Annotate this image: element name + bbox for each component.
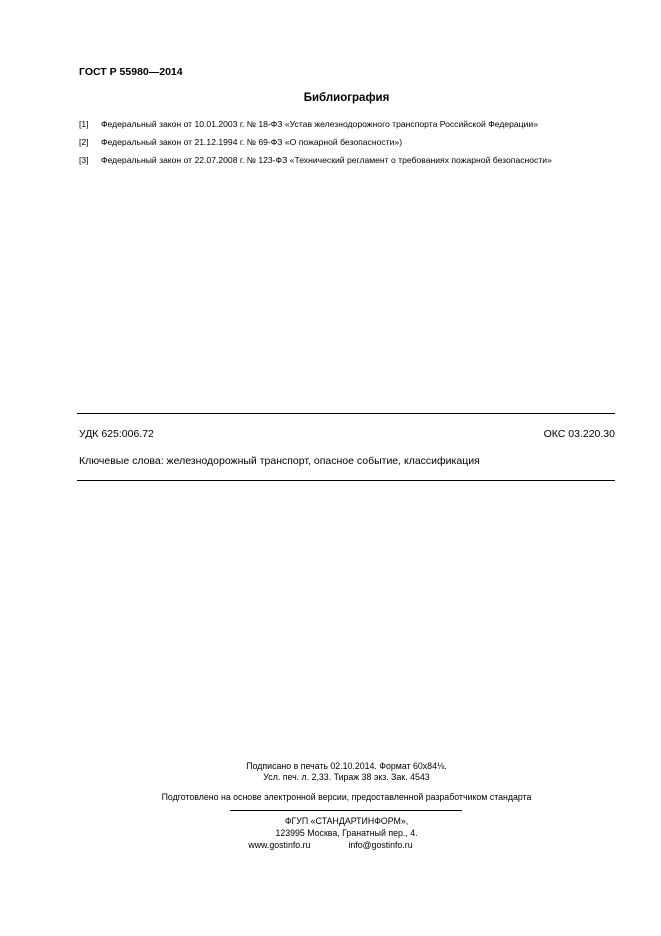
bibliography-item-number: [2] bbox=[79, 137, 89, 147]
bibliography-item bbox=[79, 119, 619, 130]
divider-top bbox=[77, 413, 615, 414]
imprint-divider bbox=[230, 810, 462, 811]
bibliography-title: Библиография bbox=[303, 92, 390, 104]
publisher-name: ФГУП «СТАНДАРТИНФОРМ», bbox=[284, 816, 409, 826]
imprint-prepared: Подготовлено на основе электронной версии, предоставленной разработчиком стандарта bbox=[161, 792, 532, 802]
document-code: ГОСТ Р 55980—2014 bbox=[79, 66, 183, 78]
divider-bottom bbox=[77, 480, 615, 481]
bibliography-item bbox=[79, 137, 619, 148]
imprint-signed: Подписано в печать 02.10.2014. Формат 60x84⅛. bbox=[246, 761, 447, 771]
udk-code: УДК 625:006.72 bbox=[79, 428, 154, 440]
bibliography-item-text: Федеральный закон от 10.01.2003 г. № 18-ФЗ «Устав железнодорожного транспорта Российской Федерации» bbox=[101, 119, 538, 129]
bibliography-item-number: [1] bbox=[79, 119, 89, 129]
publisher-contacts bbox=[0, 840, 661, 850]
imprint-print-run: Усл. печ. л. 2,33. Тираж 38 экз. Зак. 4543 bbox=[263, 772, 430, 782]
publisher-address: 123995 Москва, Гранатный пер., 4. bbox=[275, 828, 418, 838]
website-link[interactable]: www.gostinfo.ru bbox=[248, 840, 311, 850]
email-link[interactable]: info@gostinfo.ru bbox=[348, 840, 413, 850]
bibliography-item-number: [3] bbox=[79, 155, 89, 165]
bibliography-item-text: Федеральный закон от 21.12.1994 г. № 69-ФЗ «О пожарной безопасности») bbox=[101, 137, 403, 147]
oks-code: ОКС 03.220.30 bbox=[543, 428, 615, 440]
keywords: Ключевые слова: железнодорожный транспорт, опасное событие, классификация bbox=[79, 455, 480, 467]
bibliography-item-text: Федеральный закон от 22.07.2008 г. № 123-ФЗ «Технический регламент о требованиях пожарной безопасности» bbox=[101, 155, 552, 165]
bibliography-item bbox=[79, 155, 619, 166]
